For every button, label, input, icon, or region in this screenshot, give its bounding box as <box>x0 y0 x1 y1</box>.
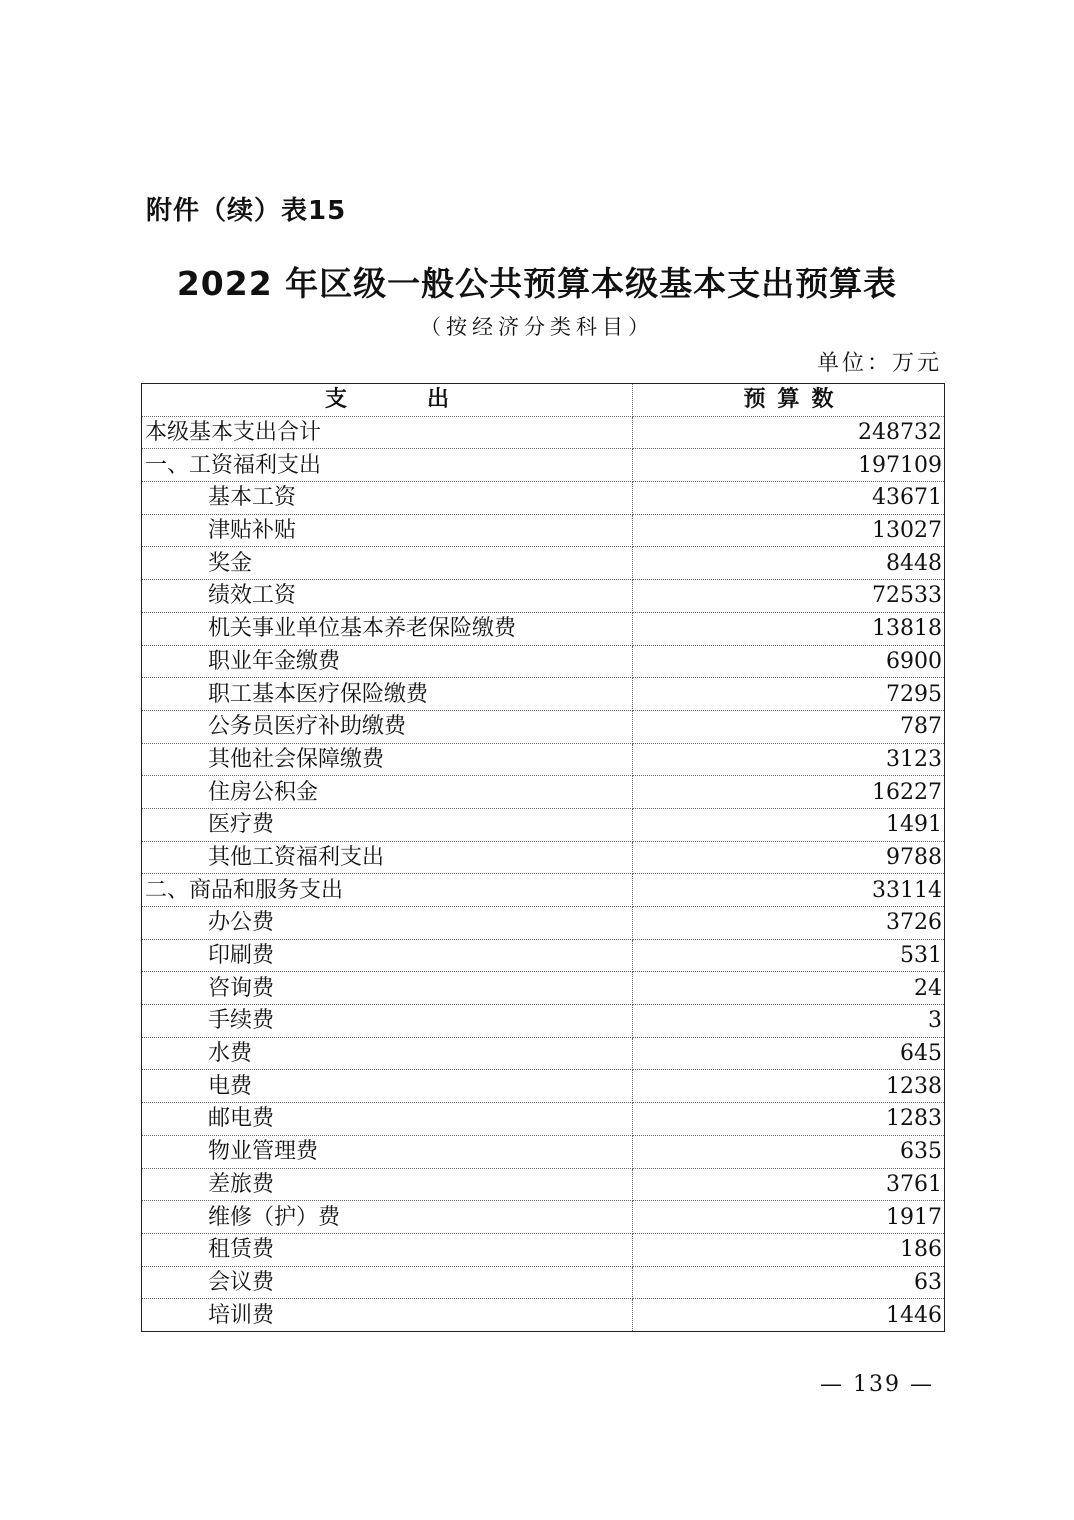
row-item-value: 3 <box>633 1005 945 1038</box>
row-item-value: 1283 <box>633 1103 945 1136</box>
page-subtitle: （按经济分类科目） <box>420 315 654 339</box>
row-item-name: 差旅费 <box>142 1168 633 1201</box>
table-row <box>142 710 945 743</box>
row-item-name: 奖金 <box>142 547 633 580</box>
row-item-value: 9788 <box>633 841 945 874</box>
table-row <box>142 514 945 547</box>
row-item-name: 一、工资福利支出 <box>142 449 633 482</box>
row-item-value: 1238 <box>633 1070 945 1103</box>
row-item-value: 197109 <box>633 449 945 482</box>
table-row <box>142 1168 945 1201</box>
page-title: 2022 年区级一般公共预算本级基本支出预算表 <box>176 264 898 303</box>
row-item-name: 医疗费 <box>142 808 633 841</box>
table-row <box>142 1005 945 1038</box>
row-item-name: 印刷费 <box>142 939 633 972</box>
table-row <box>142 416 945 449</box>
row-item-name: 电费 <box>142 1070 633 1103</box>
row-item-value: 43671 <box>633 482 945 515</box>
table-row <box>142 449 945 482</box>
row-item-name: 职业年金缴费 <box>142 645 633 678</box>
row-item-value: 8448 <box>633 547 945 580</box>
table-row <box>142 580 945 613</box>
row-item-name: 住房公积金 <box>142 776 633 809</box>
row-item-name: 二、商品和服务支出 <box>142 874 633 907</box>
row-item-name: 维修（护）费 <box>142 1201 633 1234</box>
table-row <box>142 547 945 580</box>
row-item-name: 租赁费 <box>142 1233 633 1266</box>
row-item-name: 会议费 <box>142 1266 633 1299</box>
row-item-name: 其他社会保障缴费 <box>142 743 633 776</box>
table-row <box>142 1299 945 1332</box>
row-item-value: 186 <box>633 1233 945 1266</box>
row-item-value: 63 <box>633 1266 945 1299</box>
table-body <box>142 416 945 1331</box>
row-item-name: 办公费 <box>142 907 633 940</box>
table-row <box>142 1233 945 1266</box>
row-item-name: 其他工资福利支出 <box>142 841 633 874</box>
column-header-budget: 预算数 <box>633 384 945 417</box>
row-item-name: 基本工资 <box>142 482 633 515</box>
attachment-label: 附件（续）表15 <box>146 196 347 226</box>
row-item-value: 13027 <box>633 514 945 547</box>
row-item-name: 手续费 <box>142 1005 633 1038</box>
row-item-value: 7295 <box>633 678 945 711</box>
page-number: — 139 — <box>820 1372 934 1397</box>
row-item-value: 13818 <box>633 612 945 645</box>
row-item-value: 24 <box>633 972 945 1005</box>
table-row <box>142 678 945 711</box>
budget-table <box>141 383 945 1332</box>
row-item-value: 33114 <box>633 874 945 907</box>
row-item-name: 职工基本医疗保险缴费 <box>142 678 633 711</box>
row-item-value: 1917 <box>633 1201 945 1234</box>
row-item-value: 3123 <box>633 743 945 776</box>
row-item-name: 绩效工资 <box>142 580 633 613</box>
table-row <box>142 1201 945 1234</box>
table-row <box>142 1135 945 1168</box>
table-row <box>142 1266 945 1299</box>
table-row <box>142 482 945 515</box>
table-row <box>142 972 945 1005</box>
table-row <box>142 874 945 907</box>
row-item-name: 本级基本支出合计 <box>142 416 633 449</box>
row-item-value: 6900 <box>633 645 945 678</box>
row-item-value: 248732 <box>633 416 945 449</box>
row-item-name: 水费 <box>142 1037 633 1070</box>
table-row <box>142 841 945 874</box>
table-row <box>142 612 945 645</box>
row-item-value: 635 <box>633 1135 945 1168</box>
row-item-name: 机关事业单位基本养老保险缴费 <box>142 612 633 645</box>
unit-label: 单位：万元 <box>816 351 942 376</box>
row-item-value: 16227 <box>633 776 945 809</box>
row-item-name: 物业管理费 <box>142 1135 633 1168</box>
table-row <box>142 808 945 841</box>
row-item-name: 培训费 <box>142 1299 633 1332</box>
row-item-value: 645 <box>633 1037 945 1070</box>
table-row <box>142 907 945 940</box>
table-row <box>142 1037 945 1070</box>
row-item-name: 咨询费 <box>142 972 633 1005</box>
table-row <box>142 939 945 972</box>
table-row <box>142 645 945 678</box>
column-header-expenditure: 支出 <box>142 384 633 417</box>
row-item-name: 邮电费 <box>142 1103 633 1136</box>
row-item-value: 3761 <box>633 1168 945 1201</box>
row-item-value: 72533 <box>633 580 945 613</box>
row-item-value: 3726 <box>633 907 945 940</box>
row-item-value: 1491 <box>633 808 945 841</box>
row-item-value: 1446 <box>886 1302 942 1328</box>
row-item-name: 津贴补贴 <box>142 514 633 547</box>
row-item-value: 787 <box>633 710 945 743</box>
row-item-name: 公务员医疗补助缴费 <box>142 710 633 743</box>
table-row <box>142 776 945 809</box>
table-header-row <box>142 384 945 417</box>
table-row <box>142 743 945 776</box>
table-row <box>142 1070 945 1103</box>
row-item-value: 531 <box>633 939 945 972</box>
table-row <box>142 1103 945 1136</box>
